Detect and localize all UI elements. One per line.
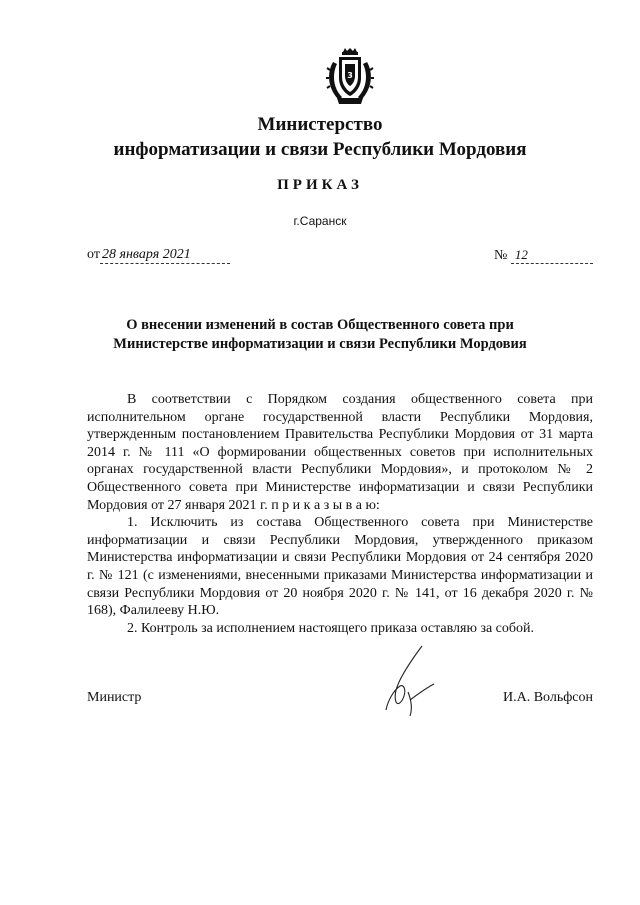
signatory-role: Министр (87, 690, 142, 705)
document-type-title: ПРИКАЗ (277, 177, 363, 193)
ministry-name-line1: Министерство (257, 114, 383, 135)
order-item-1: 1. Исключить из состава Общественного совета при Министерстве информатизации и связи Республики Мордовия, утвержденного приказом Министерства информатизации и связи Республики Мордовия от 24 сентября 2020 г. № 121 (с изменениями, внесенными приказами Министерства информатизации и связи Республики Мордовия от 20 ноября 2020 г. № 141, от 16 декабря 2020 г. № 168), Фалилееву Н.Ю. (87, 515, 593, 619)
order-body (87, 391, 593, 637)
city-label: г.Саранск (293, 214, 347, 228)
ministry-name-line2: информатизации и связи Республики Мордовия (113, 139, 527, 160)
signatory-name: И.А. Вольфсон (502, 690, 593, 705)
subject-line2: Министерстве информатизации и связи Республики Мордовия (113, 336, 527, 352)
order-number-field (494, 247, 593, 264)
preamble-paragraph: В соответствии с Порядком создания общественного совета при исполнительном органе государственной власти Республики Мордовия, утвержденным постановлением Правительства Республики Мордовия от 31 марта 2014 г. № 111 «О формировании общественных советов при исполнительных органах государственной власти Республики Мордовия», и протоколом № 2 Общественного совета при Министерстве информатизации и связи Республики Мордовия от 27 января 2021 г. п р и к а з ы в а ю: (87, 392, 593, 513)
number-prefix: № (494, 248, 508, 263)
svg-text:3: 3 (347, 71, 353, 80)
date-field (87, 247, 230, 264)
date-prefix: от (87, 247, 100, 262)
order-item-2: 2. Контроль за исполнением настоящего приказа оставляю за собой. (127, 620, 535, 636)
handwritten-signature (382, 644, 442, 720)
order-subject (0, 316, 640, 354)
date-value: 28 января 2021 (100, 247, 230, 264)
number-value: 12 (511, 247, 593, 264)
subject-line1: О внесении изменений в состав Общественного совета при (126, 317, 514, 333)
coat-of-arms-icon (325, 48, 375, 106)
